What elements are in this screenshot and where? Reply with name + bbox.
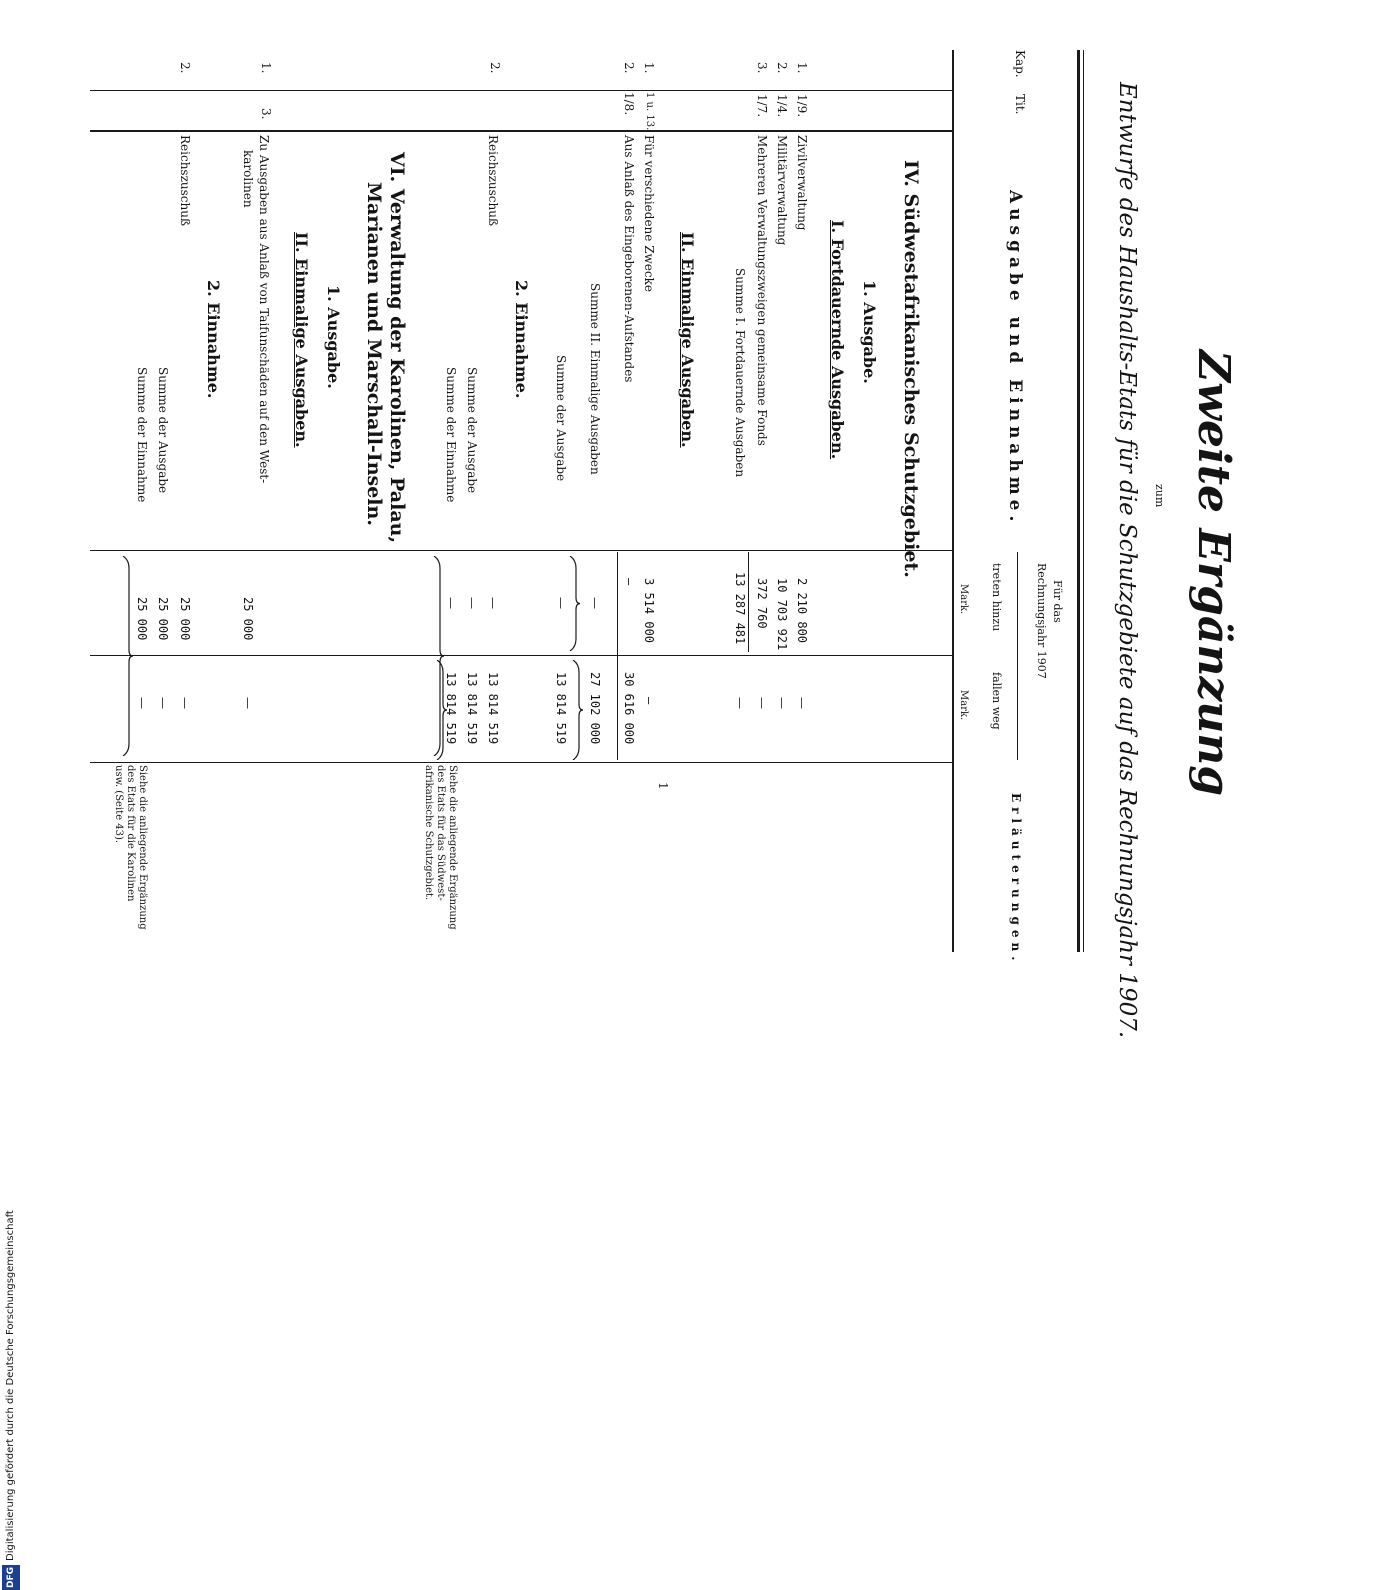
- dfg-logo: DFG: [2, 1565, 20, 1590]
- sum-fort-label: Summe I. Fortdauernde Ausgaben: [733, 268, 747, 478]
- row-fort-kap-3: 3.: [755, 62, 769, 74]
- header-notes: Erläuterungen.: [1009, 793, 1023, 966]
- sum-einnahme-iv-label: Summe der Einnahme: [444, 367, 458, 503]
- row-vi-1-remove: —: [241, 697, 255, 709]
- page-number: 1: [656, 782, 670, 790]
- row-einm-tit-2: 1/8.: [622, 92, 636, 116]
- row-vi-2-kap: 2.: [178, 62, 192, 74]
- amount-left-rule: [90, 550, 952, 551]
- sum-ausgabe-vi-label: Summe der Ausgabe: [156, 367, 170, 494]
- note-vi: Siehe die anliegende Ergänzung des Etats für die Karolinen usw. (Seite 43).: [113, 765, 148, 930]
- sum-ausgabe-iv2-label: Summe der Ausgabe: [465, 367, 479, 494]
- row-fort-label-2: Militärverwaltung: [775, 135, 789, 246]
- row-einm-add-1: 3 514 000: [642, 578, 656, 644]
- sum-ausgabe-iv-label: Summe der Ausgabe: [554, 355, 568, 482]
- row-vi-1-label-l1: Zu Ausgaben aus Anlaß von Taifunschäden auf den West-: [257, 135, 271, 484]
- footer-credit: [2, 1190, 20, 1590]
- einm-sum-rule: [617, 552, 618, 760]
- row-einnahme-iv-add: —: [486, 597, 500, 609]
- row-vi-1-kap: 1.: [259, 62, 273, 74]
- sum-einnahme-iv-add: —: [444, 597, 458, 609]
- section-vi-einnahme: 2. Einnahme.: [204, 280, 223, 399]
- header-unit-remove: Mark.: [958, 690, 969, 721]
- header-col-remove: fallen weg: [990, 672, 1003, 730]
- section-vi-ausgabe: 1. Ausgabe.: [324, 285, 343, 389]
- row-einm-kap-2: 2.: [622, 62, 636, 74]
- row-vi-1-tit: 3.: [259, 108, 273, 120]
- brace-iv-remove: [435, 660, 447, 760]
- sum-ausgabe-iv2-add: —: [465, 597, 479, 609]
- header-unit-add: Mark.: [958, 584, 969, 615]
- row-fort-kap-1: 1.: [795, 62, 809, 74]
- brace-einm-add: [568, 556, 580, 651]
- row-fort-tit-1: 1/9.: [795, 94, 809, 118]
- row-fort-label-3: Mehreren Verwaltungszweigen gemeinsame Fonds: [755, 135, 769, 446]
- section-vi-einmalige: II. Einmalige Ausgaben.: [292, 232, 311, 448]
- sum-fort-add: 13 287 481: [733, 572, 747, 645]
- label-col-top-rule: [90, 130, 952, 132]
- row-einm-remove-1: —: [642, 697, 656, 705]
- sum-einm-add: —: [588, 597, 602, 609]
- row-fort-tit-2: 1/4.: [775, 94, 789, 118]
- sum-fort-rule: [748, 552, 749, 652]
- brace-einm-remove: [571, 660, 583, 760]
- kap-tit-divider: [90, 90, 952, 91]
- note-iv: Siehe die anliegende Ergänzung des Etats für das Südwest- afrikanische Schutzgebiet.: [423, 765, 458, 930]
- header-year-l2: Rechnungsjahr 1907: [1035, 563, 1048, 679]
- row-vi-2-label: Reichszuschuß: [178, 135, 192, 226]
- row-einm-label-1: Für verschiedene Zwecke: [642, 135, 656, 293]
- section-vi-title-l1: VI. Verwaltung der Karolinen, Palau,: [386, 152, 408, 544]
- sum-fort-remove: —: [733, 697, 747, 709]
- page-title: Zweite Ergänzung: [1188, 350, 1239, 797]
- sum-einnahme-vi-label: Summe der Einnahme: [135, 367, 149, 503]
- row-einm-label-2: Aus Anlaß des Eingeborenen-Aufstandes: [622, 135, 636, 383]
- footer-strip: [0, 600, 18, 1588]
- row-fort-add-1: 2 210 800: [795, 578, 809, 644]
- header-col-add: treten hinzu: [990, 563, 1003, 632]
- sum-ausgabe-vi-remove: —: [156, 697, 170, 709]
- row-fort-remove-3: —: [755, 697, 769, 709]
- row-einnahme-iv-label: Reichszuschuß: [486, 135, 500, 226]
- header-year-l1: Für das: [1051, 580, 1064, 623]
- section-iv-einnahme: 2. Einnahme.: [512, 280, 531, 399]
- row-einnahme-iv-kap: 2.: [488, 62, 502, 74]
- row-einm-tit-1: 1 u. 13.: [644, 92, 655, 131]
- sum-ausgabe-iv-remove: 13 814 519: [554, 672, 568, 745]
- row-vi-2-add: 25 000: [178, 597, 192, 641]
- title-connector: zum: [1153, 484, 1166, 508]
- section-iv-title: IV. Südwestafrikanisches Schutzgebiet.: [900, 160, 922, 578]
- sum-ausgabe-vi-add: 25 000: [156, 597, 170, 641]
- sum-ausgabe-iv-add: —: [554, 597, 568, 609]
- row-fort-label-1: Zivilverwaltung: [795, 135, 809, 231]
- section-iv-ausgabe: 1. Ausgabe.: [860, 280, 879, 384]
- header-tit: Tit.: [1013, 94, 1027, 115]
- row-einm-add-2: —: [622, 578, 636, 586]
- row-fort-add-2: 10 703 921: [775, 578, 789, 651]
- row-fort-add-3: 372 760: [755, 578, 769, 629]
- section-iv-einmalige: II. Einmalige Ausgaben.: [678, 232, 697, 448]
- sum-einm-remove: 27 102 000: [588, 672, 602, 745]
- section-iv-fortdauernde: I. Fortdauernde Ausgaben.: [828, 220, 847, 460]
- row-fort-kap-2: 2.: [775, 62, 789, 74]
- row-einm-remove-2: 30 616 000: [622, 672, 636, 745]
- year-inner-rule: [1017, 552, 1018, 760]
- table-top-rule-thick: [1077, 50, 1080, 952]
- row-einnahme-iv-remove: 13 814 519: [486, 672, 500, 745]
- sum-einm-label: Summe II. Einmalige Ausgaben: [588, 283, 602, 475]
- row-vi-1-add: 25 000: [241, 597, 255, 641]
- row-fort-tit-3: 1/7.: [755, 94, 769, 118]
- sum-ausgabe-iv2-remove: 13 814 519: [465, 672, 479, 745]
- header-main: Ausgabe und Einnahme.: [1005, 190, 1025, 527]
- sum-einnahme-vi-add: 25 000: [135, 597, 149, 641]
- page-subtitle: Entwurfe des Haushalts-Etats für die Schutzgebiete auf das Rechnungsjahr 1907.: [1114, 82, 1140, 1039]
- header-bottom-rule: [952, 50, 954, 952]
- row-fort-remove-2: —: [775, 697, 789, 709]
- header-kap: Kap.: [1013, 50, 1027, 78]
- brace-vi-add: [121, 556, 133, 756]
- row-fort-remove-1: —: [795, 697, 809, 709]
- section-vi-title-l2: Marianen und Marschall-Inseln.: [363, 182, 385, 526]
- table-top-rule-thin: [1083, 50, 1084, 952]
- notes-left-rule: [90, 762, 952, 763]
- row-vi-2-remove: —: [178, 697, 192, 709]
- sum-einnahme-iv-remove: 13 814 519: [444, 672, 458, 745]
- footer-text-label: Digitalisierung gefördert durch die Deutsche Forschungsgemeinschaft: [5, 1210, 16, 1561]
- sum-einnahme-vi-remove: —: [135, 697, 149, 709]
- row-vi-1-label-l2: karolinen: [241, 150, 255, 208]
- row-einm-kap-1: 1.: [642, 62, 656, 74]
- amount-split-rule: [90, 655, 952, 656]
